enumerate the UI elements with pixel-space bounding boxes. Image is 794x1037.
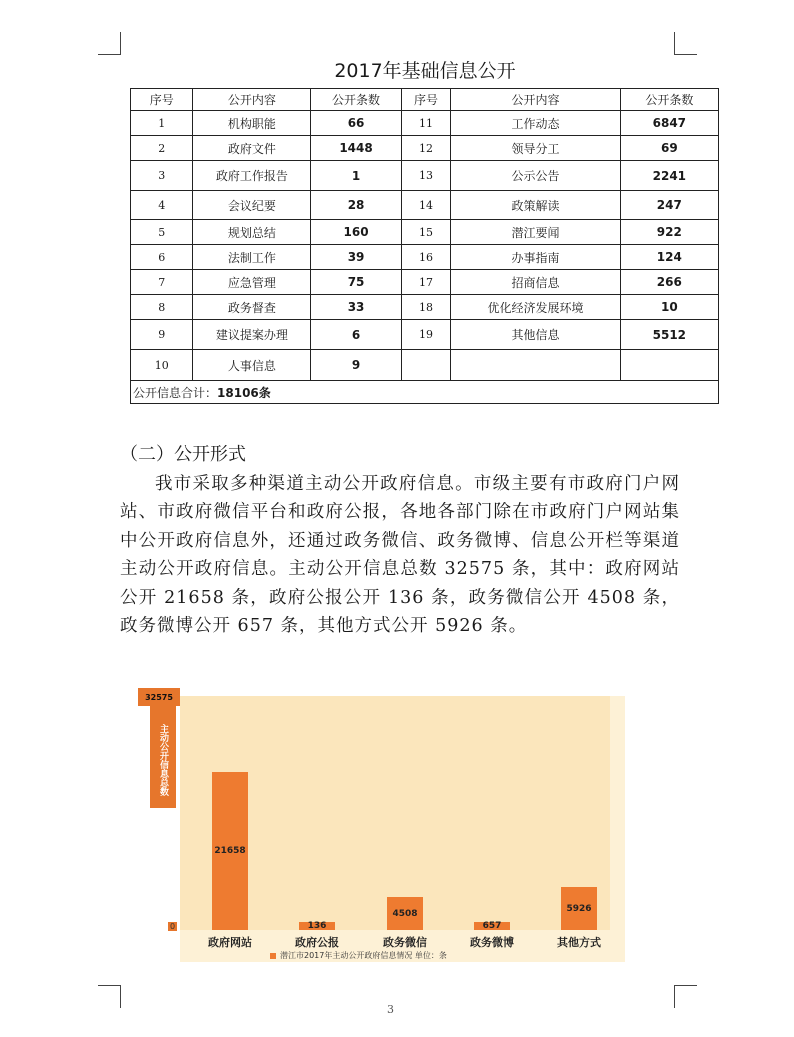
total-value-label: 32575 [138, 688, 180, 706]
row-count-left: 1448 [311, 136, 401, 161]
row-content-left: 建议提案办理 [193, 320, 311, 350]
row-content-right: 优化经济发展环境 [451, 295, 620, 320]
total-cell [131, 381, 719, 404]
crop-mark-top-right [674, 32, 697, 55]
category-label: 政府公报 [295, 936, 339, 949]
chart-bar [474, 922, 510, 930]
row-count-right: 922 [620, 220, 718, 245]
header-content-2: 公开内容 [451, 89, 620, 111]
table-title: 2017年基础信息公开 [334, 60, 516, 82]
chart-bar [387, 897, 423, 930]
row-count-left: 28 [311, 191, 401, 220]
row-seq-left: 3 [131, 161, 193, 191]
row-seq-right: 14 [401, 191, 451, 220]
category-label: 政务微博 [470, 936, 514, 949]
row-count-right: 6847 [620, 111, 718, 136]
crop-mark-bottom-left [98, 985, 121, 1008]
crop-mark-bottom-right [674, 985, 697, 1008]
row-count-left: 66 [311, 111, 401, 136]
table-row [131, 320, 719, 350]
category-label: 政务微信 [383, 936, 427, 949]
section-paragraph: 我市采取多种渠道主动公开政府信息。市级主要有市政府门户网站、市政府微信平台和政府公报，各地各部门除在市政府门户网站集中公开政府信息外，还通过政务微信、政务微博、信息公开栏等渠道主动公开政府信息。主动公开信息总数 32575 条，其中：政府网站公开 21658 条，政府公报公开 136 条，政务微信公开 4508 条，政务微博公开 657 条，其他方式公开 5926 条。 [120, 474, 680, 637]
row-count-left: 160 [311, 220, 401, 245]
section-heading: （二）公开形式 [120, 444, 246, 465]
row-content-left: 政府工作报告 [193, 161, 311, 191]
row-seq-left: 7 [131, 270, 193, 295]
row-content-left: 应急管理 [193, 270, 311, 295]
row-seq-left: 2 [131, 136, 193, 161]
row-seq-left: 10 [131, 350, 193, 381]
row-content-right: 政策解读 [451, 191, 620, 220]
row-seq-right: 15 [401, 220, 451, 245]
chart-legend [270, 950, 447, 961]
table-row [131, 111, 719, 136]
table-row [131, 270, 719, 295]
table-row [131, 245, 719, 270]
row-content-right [451, 350, 620, 381]
row-seq-right: 12 [401, 136, 451, 161]
row-seq-right: 16 [401, 245, 451, 270]
legend-swatch [270, 953, 276, 959]
row-content-right: 其他信息 [451, 320, 620, 350]
row-count-left: 1 [311, 161, 401, 191]
bar-value-label: 21658 [214, 846, 246, 856]
bar-value-label: 136 [307, 921, 327, 931]
row-seq-left: 9 [131, 320, 193, 350]
row-seq-left: 6 [131, 245, 193, 270]
row-count-left: 9 [311, 350, 401, 381]
bar-value-label: 657 [482, 921, 502, 931]
category-label: 政府网站 [208, 936, 252, 949]
y-zero-label: 0 [170, 922, 176, 931]
row-content-left: 机构职能 [193, 111, 311, 136]
header-count-1: 公开条数 [311, 89, 401, 111]
row-seq-left: 4 [131, 191, 193, 220]
row-content-right: 工作动态 [451, 111, 620, 136]
row-content-left: 政务督查 [193, 295, 311, 320]
row-content-left: 政府文件 [193, 136, 311, 161]
row-count-left: 33 [311, 295, 401, 320]
row-count-right: 69 [620, 136, 718, 161]
row-seq-left: 1 [131, 111, 193, 136]
header-seq-1: 序号 [131, 89, 193, 111]
crop-mark-top-left [98, 32, 121, 55]
row-count-left: 75 [311, 270, 401, 295]
row-count-right [620, 350, 718, 381]
page-number: 3 [387, 1003, 394, 1016]
row-content-right: 潜江要闻 [451, 220, 620, 245]
row-seq-right: 13 [401, 161, 451, 191]
row-seq-right [401, 350, 451, 381]
table-row [131, 191, 719, 220]
header-content-1: 公开内容 [193, 89, 311, 111]
table-row [131, 295, 719, 320]
row-count-right: 266 [620, 270, 718, 295]
chart-bar [212, 772, 248, 930]
row-content-right: 领导分工 [451, 136, 620, 161]
chart-bar [299, 922, 335, 930]
table-row [131, 350, 719, 381]
row-count-right: 2241 [620, 161, 718, 191]
row-content-left: 会议纪要 [193, 191, 311, 220]
row-count-right: 5512 [620, 320, 718, 350]
row-seq-right: 19 [401, 320, 451, 350]
row-seq-left: 8 [131, 295, 193, 320]
header-count-2: 公开条数 [620, 89, 718, 111]
table-row [131, 220, 719, 245]
row-seq-right: 18 [401, 295, 451, 320]
header-seq-2: 序号 [401, 89, 451, 111]
row-seq-left: 5 [131, 220, 193, 245]
row-content-left: 法制工作 [193, 245, 311, 270]
row-content-left: 人事信息 [193, 350, 311, 381]
total-bar: 主动公开信息总数 [150, 706, 176, 808]
row-seq-right: 11 [401, 111, 451, 136]
row-count-right: 247 [620, 191, 718, 220]
table-header-row [131, 89, 719, 111]
disclosure-table [130, 88, 719, 404]
total-label: 公开信息合计： [133, 385, 218, 400]
total-row [131, 381, 719, 404]
category-label: 其他方式 [557, 936, 601, 949]
bar-value-label: 5926 [566, 903, 592, 914]
row-count-left: 6 [311, 320, 401, 350]
table-row [131, 136, 719, 161]
row-content-right: 公示公告 [451, 161, 620, 191]
row-count-right: 124 [620, 245, 718, 270]
legend-text: 潜江市2017年主动公开政府信息情况 单位：条 [280, 951, 447, 960]
row-count-left: 39 [311, 245, 401, 270]
row-content-right: 办事指南 [451, 245, 620, 270]
table-row [131, 161, 719, 191]
chart-bar [561, 887, 597, 930]
row-content-left: 规划总结 [193, 220, 311, 245]
row-seq-right: 17 [401, 270, 451, 295]
row-content-right: 招商信息 [451, 270, 620, 295]
total-value: 18106条 [217, 385, 271, 400]
bar-value-label: 4508 [392, 908, 418, 919]
row-count-right: 10 [620, 295, 718, 320]
